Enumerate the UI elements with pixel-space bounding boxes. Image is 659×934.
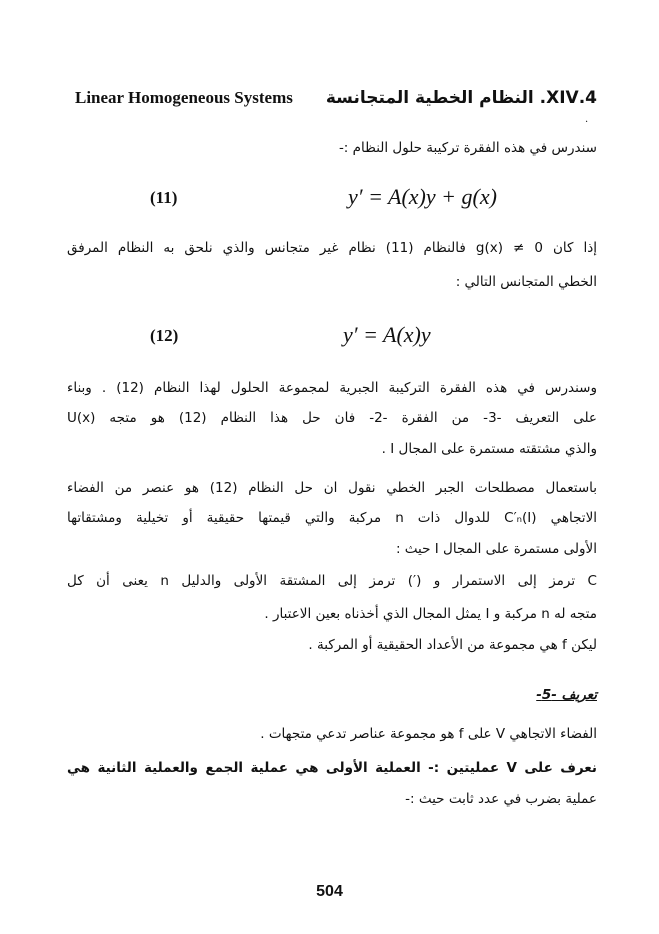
equation-11-label: (11)	[150, 188, 178, 207]
equation-12: y′ = A(x)y	[343, 322, 431, 347]
paragraph-8-line-1: نعرف على V عمليتين :- العملية الأولى هي عملية الجمع والعملية الثانية هي	[67, 760, 597, 776]
intro-line: سندرس في هذه الفقرة تركيبة حلول النظام :-	[338, 140, 597, 156]
paragraph-7: الفضاء الاتجاهي V على f هو مجموعة عناصر تدعي متجهات .	[260, 726, 597, 742]
paragraph-2-line-1: إذا كان g(x) ≠ 0 فالنظام (11) نظام غير متجانس والذي نلحق به النظام المرفق	[67, 240, 597, 256]
header-left-title: Linear Homogeneous Systems	[75, 88, 293, 107]
definition-title: تعريف -5-	[536, 687, 597, 703]
header-dot: .	[585, 114, 589, 125]
header-right-title: 4.XIV. النظام الخطية المتجانسة	[325, 88, 597, 108]
equation-11: y′ = A(x)y + g(x)	[348, 184, 497, 209]
equation-12-label: (12)	[150, 326, 179, 345]
paragraph-4-line-1: باستعمال مصطلحات الجبر الخطي نقول ان حل النظام (12) هو عنصر من الفضاء	[67, 480, 598, 496]
page-number: 504	[316, 883, 343, 900]
paragraph-5-line-1: C ترمز إلى الاستمرار و (′) ترمز إلى المشتقة الأولى والدليل n يعنى أن كل	[67, 573, 597, 589]
paragraph-3-line-3: والذي مشتقته مستمرة على المجال I .	[381, 441, 597, 457]
paragraph-4-line-3: الأولى مستمرة على المجال I حيث :	[395, 541, 597, 557]
paragraph-4-line-2: الاتجاهي C′ₙ(I) للدوال ذات n مركبة والتي قيمتها حقيقية أو تخيلية ومشتقاتها	[67, 510, 598, 526]
paragraph-8-line-2: عملية بضرب في عدد ثابت حيث :-	[405, 791, 597, 807]
paragraph-3-line-1: وسندرس في هذه الفقرة التركيبة الجبرية لمجموعة الحلول لهذا النظام (12) . وبناء	[67, 380, 597, 396]
paragraph-3-line-2: على التعريف -3- من الفقرة -2- فان حل هذا النظام (12) هو متجه U(x)	[67, 410, 597, 426]
paragraph-5-line-2: متجه له n مركبة و I يمثل المجال الذي أخذناه بعين الاعتبار .	[264, 606, 597, 622]
paragraph-2-line-2: الخطي المتجانس التالي :	[455, 274, 597, 290]
paragraph-6: ليكن f هي مجموعة من الأعداد الحقيقية أو المركبة .	[308, 637, 597, 653]
